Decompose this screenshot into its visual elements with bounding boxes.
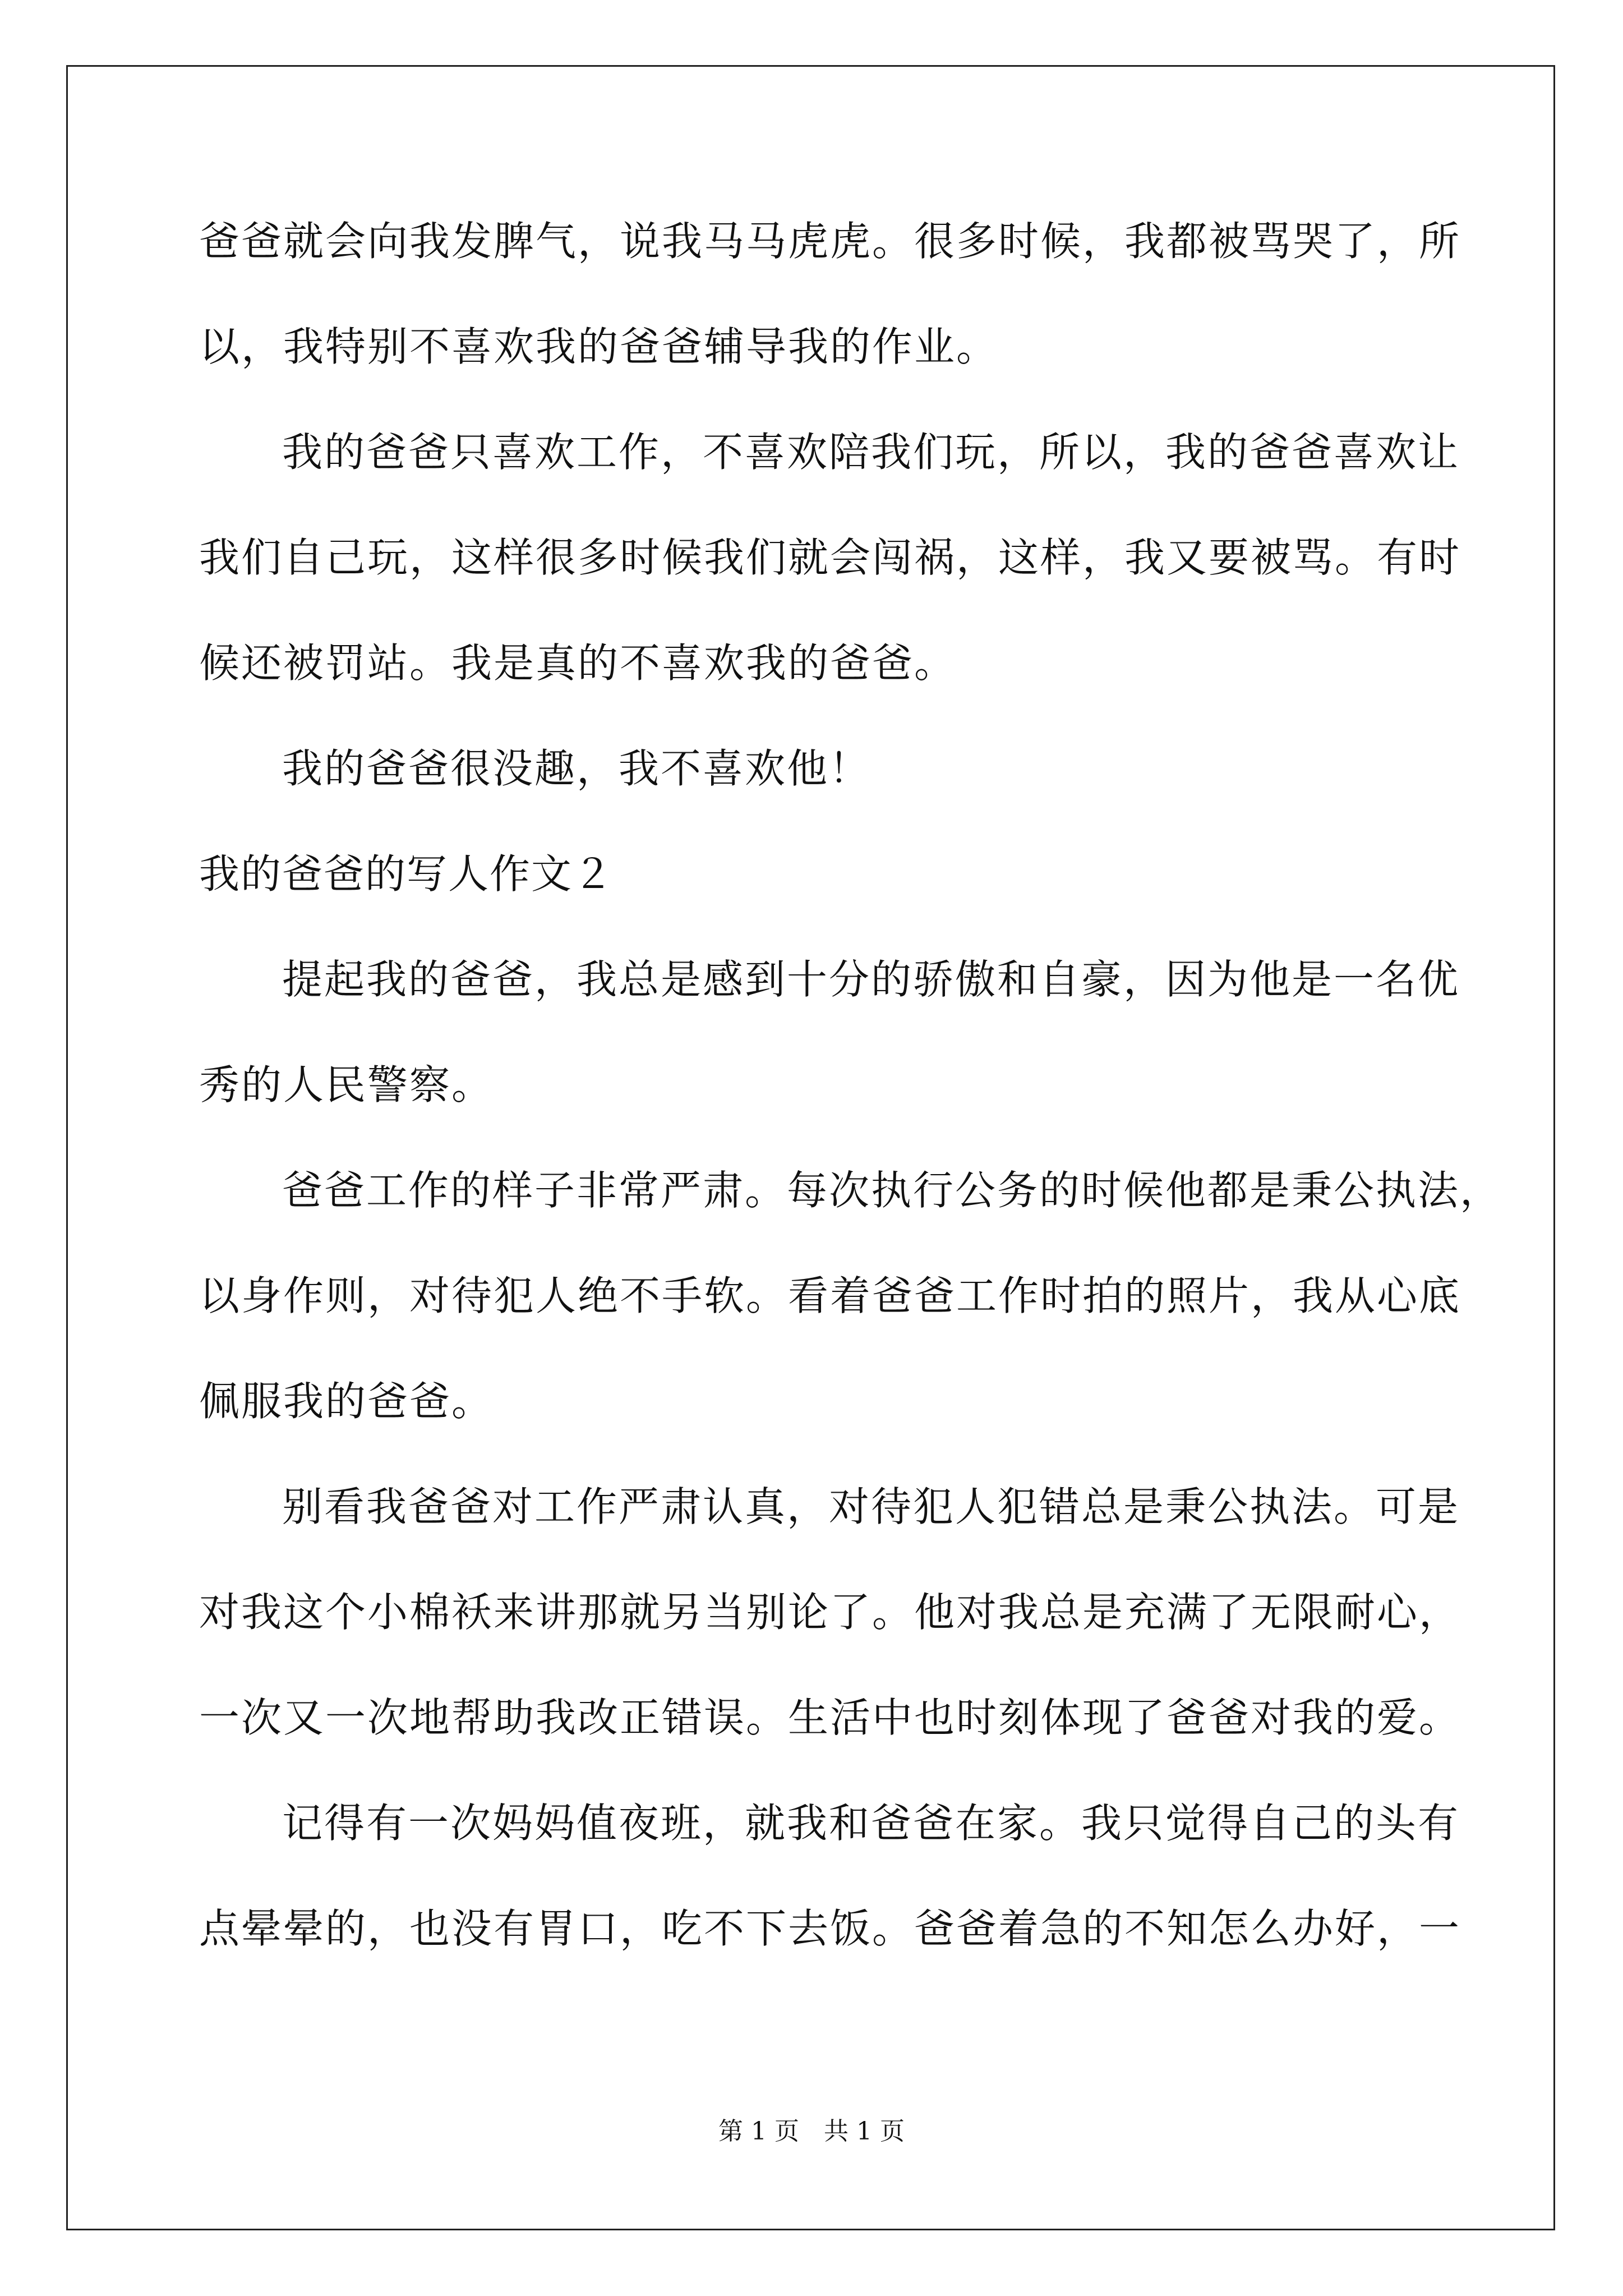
text-line: 以身作则，对待犯人绝不手软。看着爸爸工作时拍的照片，我从心底	[199, 1272, 1461, 1319]
paragraph-line: 爸爸工作的样子非常严肃。每次执行公务的时候他都是秉公执法，	[282, 1167, 1502, 1214]
text-line: 爸爸就会向我发脾气，说我马马虎虎。很多时候，我都被骂哭了，所	[199, 218, 1461, 265]
section-heading: 我的爸爸的写人作文２	[199, 850, 615, 898]
paragraph-line: 我的爸爸只喜欢工作，不喜欢陪我们玩，所以，我的爸爸喜欢让	[282, 429, 1460, 476]
text-line: 秀的人民警察。	[199, 1061, 494, 1108]
text-line: 对我这个小棉袄来讲那就另当别论了。他对我总是充满了无限耐心，	[199, 1589, 1461, 1636]
paragraph-line: 我的爸爸很没趣，我不喜欢他！	[282, 745, 872, 792]
page-number-footer: 第 1 页 共 1 页	[718, 2117, 905, 2146]
text-line: 一次又一次地帮助我改正错误。生活中也时刻体现了爸爸对我的爱。	[199, 1694, 1461, 1741]
text-line: 点晕晕的，也没有胃口，吃不下去饭。爸爸着急的不知怎么办好，一	[199, 1905, 1461, 1952]
text-line: 我们自己玩，这样很多时候我们就会闯祸，这样，我又要被骂。有时	[199, 534, 1461, 581]
text-line: 候还被罚站。我是真的不喜欢我的爸爸。	[199, 639, 957, 687]
paragraph-line: 提起我的爸爸，我总是感到十分的骄傲和自豪，因为他是一名优	[282, 956, 1460, 1003]
paragraph-line: 记得有一次妈妈值夜班，就我和爸爸在家。我只觉得自己的头有	[282, 1800, 1460, 1847]
text-line: 佩服我的爸爸。	[199, 1378, 494, 1425]
text-line: 以，我特别不喜欢我的爸爸辅导我的作业。	[199, 323, 999, 370]
paragraph-line: 别看我爸爸对工作严肃认真，对待犯人犯错总是秉公执法。可是	[282, 1483, 1460, 1530]
